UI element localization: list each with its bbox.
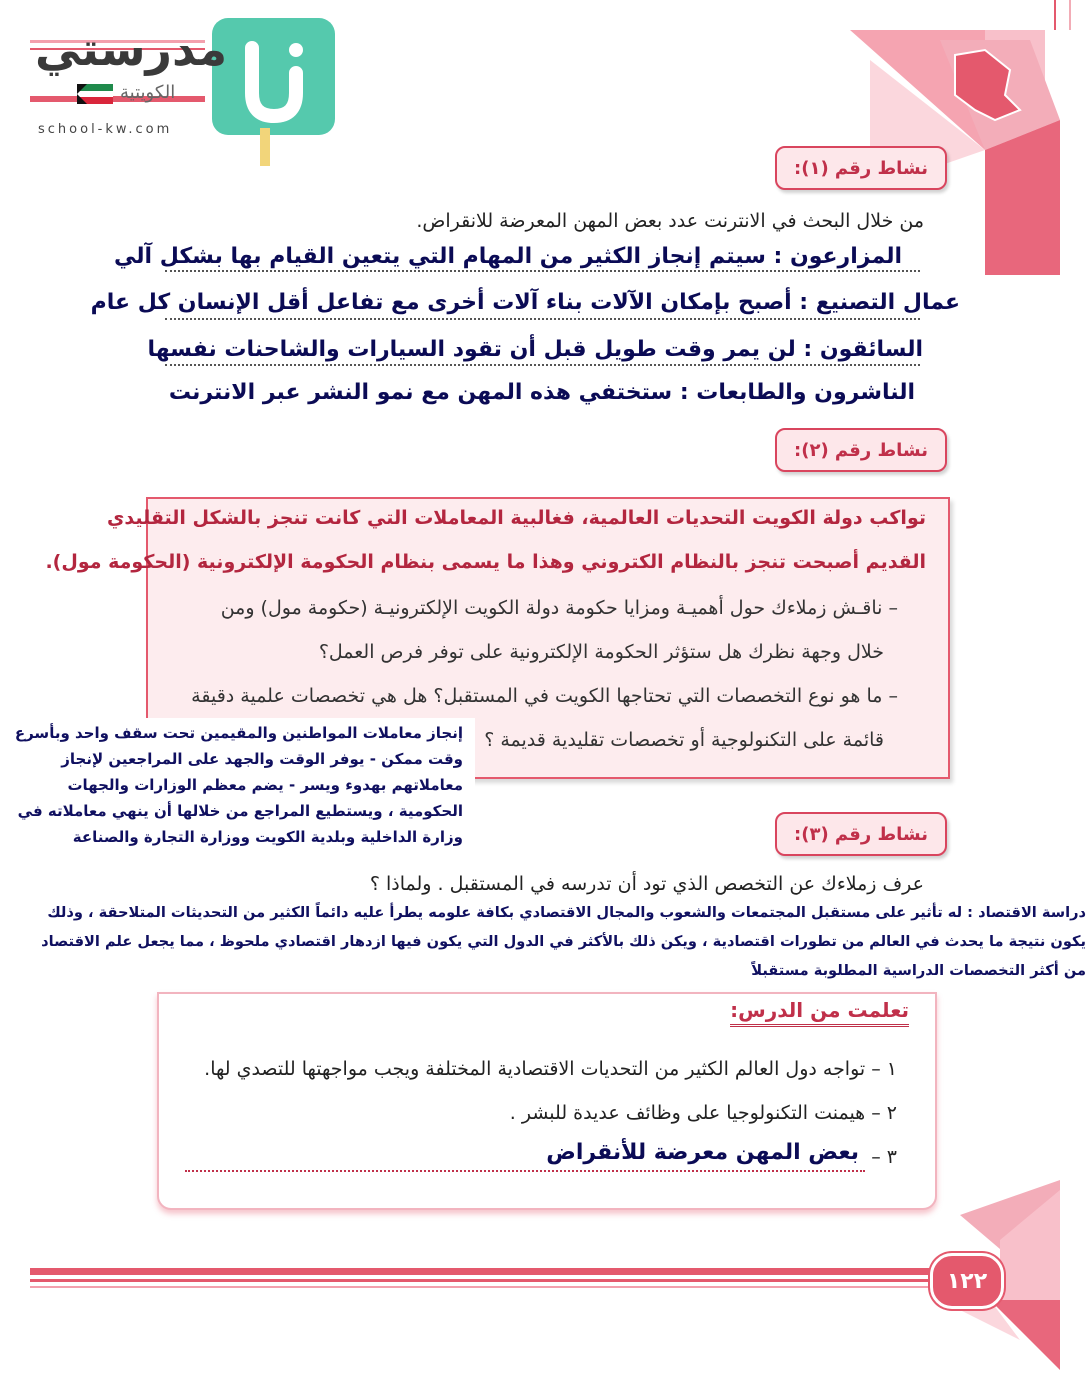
activity2-answer-line: وقت ممكن - يوفر الوقت والجهد على المراجعين لإنجاز (61, 750, 463, 768)
learned-item-3-answer: بعض المهن معرضة للأنقراض (546, 1140, 859, 1165)
activity2-q1-1: – ناقـش زملاءك حول أهميـة ومزايا حكومة دولة الكويت الإلكترونيـة (حكومة مول) ومن (220, 597, 898, 619)
learned-item-3-prefix: ٣ – (871, 1146, 897, 1168)
learned-box (157, 992, 937, 1210)
activity3-badge: نشاط رقم (٣): (775, 812, 947, 856)
page-number: ١٢٢ (930, 1253, 1004, 1309)
activity2-answer-line: إنجاز معاملات المواطنين والمقيمين تحت سقف واحد وبأسرع (14, 724, 463, 742)
activity1-answer-1: المزارعون : سيتم إنجاز الكثير من المهام التي يتعين القيام بها بشكل آلي (114, 244, 902, 269)
answer-line (165, 318, 920, 320)
logo-subtitle: الكويتية (120, 82, 176, 103)
activity2-answer-line: معاملاتهم بهدوء ويسر - يضم معظم الوزارات والجهات (67, 776, 463, 794)
logo-bookmark (260, 128, 270, 166)
activity2-badge: نشاط رقم (٢): (775, 428, 947, 472)
activity1-answer-4: الناشرون والطابعات : ستختفي هذه المهن مع نمو النشر عبر الانترنت (168, 380, 915, 405)
activity2-q2-2: قائمة على التكنولوجية أو تخصصات تقليدية قديمة ؟ (484, 729, 884, 751)
logo-site: school-kw.com (38, 122, 173, 137)
activity1-badge: نشاط رقم (١): (775, 146, 947, 190)
activity3-prompt: عرف زملاءك عن التخصص الذي تود أن تدرسه في المستقبل . ولماذا ؟ (369, 873, 924, 895)
activity3-answer (0, 898, 1086, 985)
logo-name: مدرستي (35, 22, 228, 76)
answer-line (165, 364, 920, 366)
activity2-answer-line: الحكومية ، ويستطيع المراجع من خلالها أن ينهي معاملاته في (17, 802, 463, 820)
learned-item-2: ٢ – هيمنت التكنولوجيا على وظائف عديدة للبشر . (509, 1102, 897, 1124)
activity2-answer-line: وزارة الداخلية وبلدية الكويت ووزارة التجارة والصناعة (72, 828, 463, 846)
activity1-prompt: من خلال البحث في الانترنت عدد بعض المهن المعرضة للانقراض. (416, 210, 924, 232)
activity3-answer-line: يكون نتيجة ما يحدث في العالم من تطورات اقتصادية ، ويكن ذلك بالأكثر في الدول التي يكون فيها ازدهار اقتصادي ملحوظ ، مما يجعل علم الاقتصاد (41, 933, 1086, 950)
activity2-intro-1: تواكب دولة الكويت التحديات العالمية، فغالبية المعاملات التي كانت تنجز بالشكل التقليدي (106, 507, 926, 529)
answer-line (185, 1170, 865, 1172)
logo-tile (212, 18, 335, 135)
answer-line (165, 270, 920, 272)
activity3-answer-line: دراسة الاقتصاد : له تأثير على مستقبل المجتمعات والشعوب والمجال الاقتصادي بكافة علومه يطرأ عليه دائماً الكثير من التحديثات المتلاحقة ، وذلك (47, 904, 1086, 921)
learned-title: تعلمت من الدرس: (730, 998, 909, 1027)
activity2-q1-2: خلال وجهة نظرك هل ستؤثر الحكومة الإلكترونية على توفر فرص العمل؟ (318, 641, 884, 663)
activity2-q2-1: – ما هو نوع التخصصات التي تحتاجها الكويت في المستقبل؟ هل هي تخصصات علمية دقيقة (191, 685, 898, 707)
logo-icon (212, 18, 335, 135)
activity2-answer (0, 720, 463, 850)
kuwait-flag-icon (77, 84, 113, 104)
activity3-answer-line: من أكثر التخصصات الدراسية المطلوبة مستقبلاً (751, 962, 1086, 979)
activity2-intro-2: القديم أصبحت تنجز بالنظام الكتروني وهذا ما يسمى بنظام الحكومة الإلكترونية (الحكومة مول). (45, 551, 926, 573)
learned-item-1: ١ – تواجه دول العالم الكثير من التحديات الاقتصادية المختلفة ويجب مواجهتها للتصدي لها. (204, 1058, 897, 1080)
activity1-answer-3: السائقون : لن يمر وقت طويل قبل أن تقود السيارات والشاحنات نفسها (147, 337, 923, 362)
activity1-answer-2: عمال التصنيع : أصبح بإمكان الآلات بناء آلات أخرى مع تفاعل أقل الإنسان كل عام (90, 290, 960, 315)
deco-triangle (990, 1300, 1060, 1370)
